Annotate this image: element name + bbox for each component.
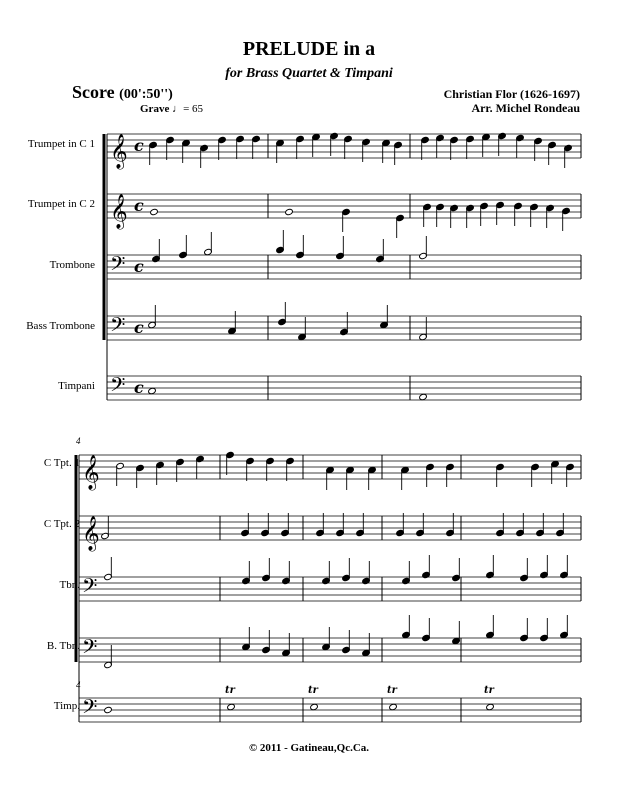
arranger-credit: Arr. Michel Rondeau — [471, 101, 580, 115]
instrument-label-timpani: Timpani — [58, 380, 95, 392]
trill-mark: tr — [225, 685, 235, 696]
note-head — [150, 208, 159, 215]
copyright-footer: © 2011 - Gatineau,Qc.Ca. — [248, 742, 370, 754]
instrument-label-trombone: Trombone — [49, 259, 95, 271]
bass-clef-icon: 𝄢 — [82, 574, 98, 602]
note-head — [104, 706, 113, 713]
score-duration: (00':50'') — [119, 87, 173, 102]
time-signature: c — [134, 318, 144, 337]
treble-clef-icon: 𝄞 — [110, 134, 128, 169]
note-head — [148, 387, 157, 394]
time-signature: c — [134, 378, 144, 397]
measure-number: 4 — [76, 436, 81, 446]
note-head — [389, 703, 398, 710]
time-signature: c — [134, 136, 144, 155]
note-head — [227, 703, 236, 710]
bass-clef-icon: 𝄢 — [110, 373, 126, 401]
time-signature: c — [134, 196, 144, 215]
note-head — [310, 703, 319, 710]
note-head — [419, 393, 428, 400]
treble-clef-icon: 𝄞 — [82, 455, 100, 490]
treble-clef-icon: 𝄞 — [82, 516, 100, 551]
trill-mark: tr — [387, 685, 397, 696]
tempo-text: Grave — [140, 103, 170, 115]
instrument-label-short-bass-trombone: B. Tbn. — [46, 640, 80, 652]
bass-clef-icon: 𝄢 — [110, 313, 126, 341]
score-title: PRELUDE in a — [242, 38, 376, 60]
timpani-measure-number: 4 — [76, 680, 81, 690]
note-head — [486, 703, 495, 710]
bass-clef-icon: 𝄢 — [82, 695, 98, 723]
note-head — [285, 208, 294, 215]
score-subtitle: for Brass Quartet & Timpani — [225, 66, 393, 81]
bass-clef-icon: 𝄢 — [82, 635, 98, 663]
composer-credit: Christian Flor (1626-1697) — [443, 87, 580, 101]
trill-mark: tr — [484, 685, 494, 696]
instrument-label-trumpet-2: Trumpet in C 2 — [27, 198, 95, 210]
tempo-value: = 65 — [183, 103, 204, 115]
treble-clef-icon: 𝄞 — [110, 194, 128, 229]
score-word: Score — [72, 82, 115, 102]
instrument-label-short-timpani: Timp. — [53, 700, 80, 712]
time-signature: c — [134, 257, 144, 276]
bass-clef-icon: 𝄢 — [110, 252, 126, 280]
instrument-label-short-trombone: Tbn. — [59, 579, 80, 591]
instrument-label-short-trumpet-2: C Tpt. 2 — [43, 518, 80, 530]
instrument-label-trumpet-1: Trumpet in C 1 — [27, 138, 95, 150]
quarter-note-icon: ♩ — [172, 103, 184, 115]
instrument-label-short-trumpet-1: C Tpt. 1 — [43, 457, 80, 469]
instrument-label-bass-trombone: Bass Trombone — [26, 320, 95, 332]
trill-mark: tr — [308, 685, 318, 696]
